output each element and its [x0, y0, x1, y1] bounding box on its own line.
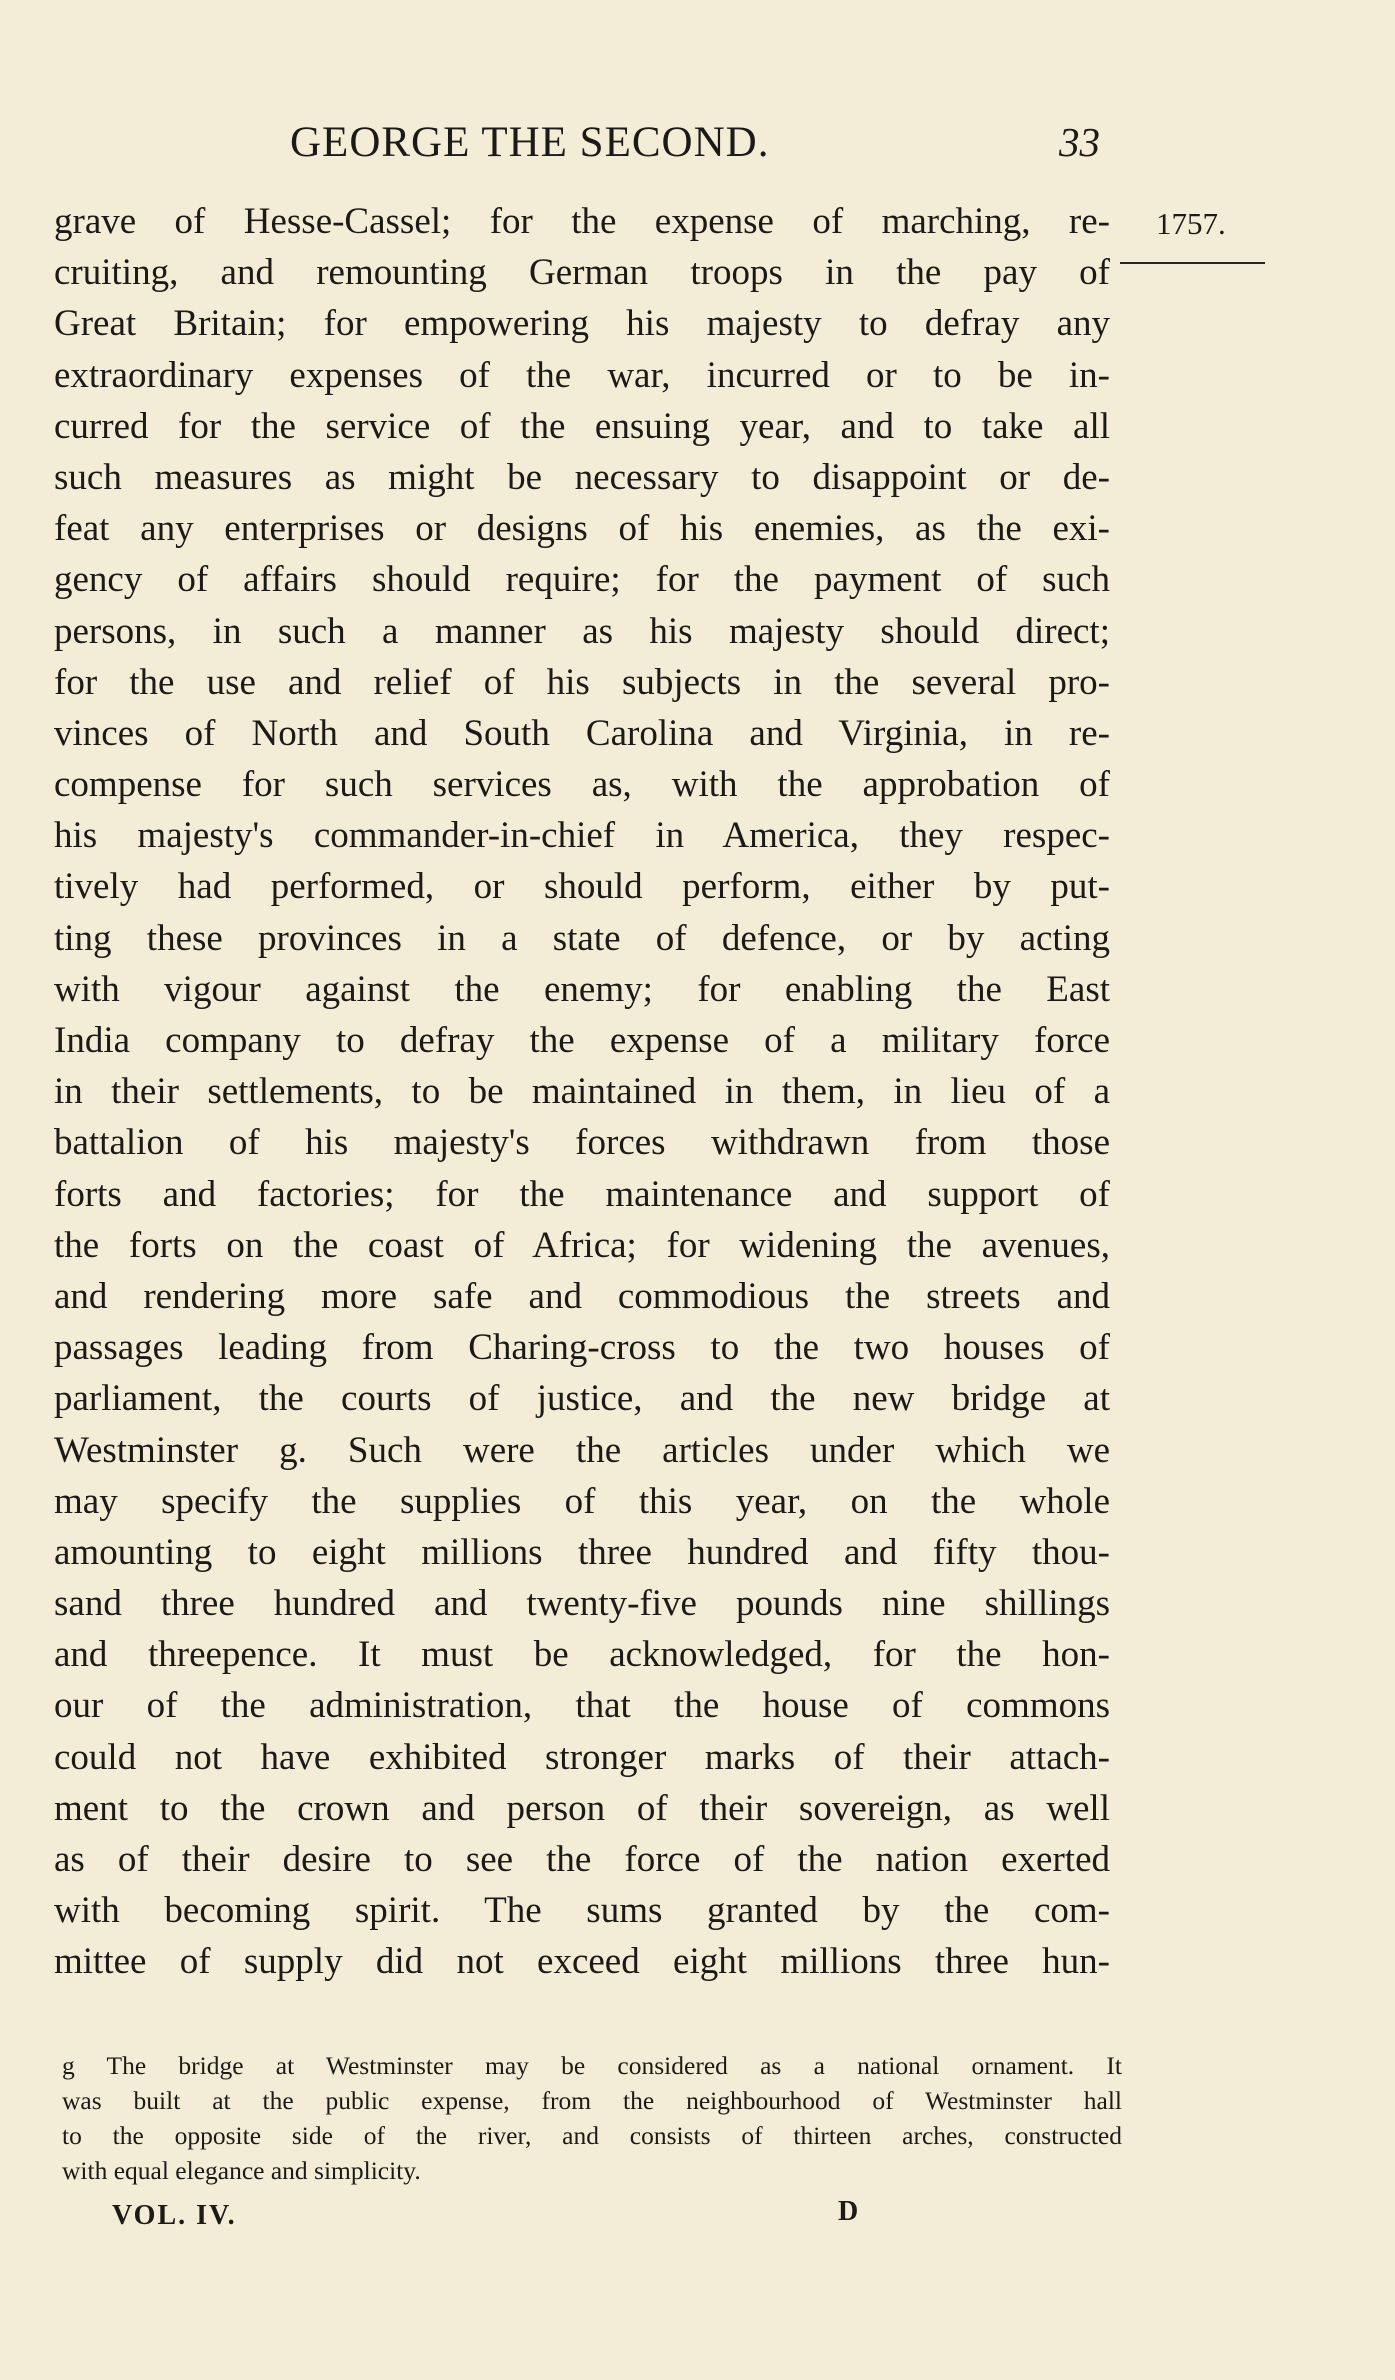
text-line: passages leading from Charing-cross to the two houses of: [54, 1327, 1110, 1369]
text-line: sand three hundred and twenty-five pounds nine shillings: [54, 1583, 1110, 1625]
text-line: compense for such services as, with the approbation of: [54, 764, 1110, 806]
text-line: battalion of his majesty's forces withdrawn from those: [54, 1122, 1110, 1164]
text-line: mittee of supply did not exceed eight millions three hun-: [54, 1941, 1110, 1983]
text-line: as of their desire to see the force of the nation exerted: [54, 1839, 1110, 1880]
text-line: cruiting, and remounting German troops in the pay of: [54, 252, 1110, 294]
text-line: ting these provinces in a state of defence, or by acting: [54, 917, 1110, 959]
text-line: India company to defray the expense of a military force: [54, 1020, 1110, 1061]
text-line: such measures as might be necessary to disappoint or de-: [54, 456, 1110, 498]
footnote-line: was built at the public expense, from the neighbourhood of Westminster hall: [62, 2086, 1122, 2115]
text-line: amounting to eight millions three hundred and fifty thou-: [54, 1531, 1110, 1573]
text-line: vinces of North and South Carolina and Virginia, in re-: [54, 712, 1110, 754]
text-line: in their settlements, to be maintained in them, in lieu of a: [54, 1071, 1110, 1113]
volume-label: VOL. IV.: [112, 2200, 237, 2231]
text-line: tively had performed, or should perform, either by put-: [54, 866, 1110, 908]
running-head: GEORGE THE SECOND.: [290, 119, 770, 166]
body-text: [54, 196, 1110, 1988]
text-line: with becoming spirit. The sums granted by the com-: [54, 1890, 1110, 1932]
text-line: feat any enterprises or designs of his enemies, as the exi-: [54, 508, 1110, 550]
footnote-line: to the opposite side of the river, and consists of thirteen arches, constructed: [62, 2121, 1122, 2150]
text-line: extraordinary expenses of the war, incurred or to be in-: [54, 354, 1110, 396]
footnote-block: [62, 2048, 1122, 2188]
footnote-line: with equal elegance and simplicity.: [62, 2156, 421, 2185]
text-line: may specify the supplies of this year, on the whole: [54, 1480, 1110, 1522]
text-line: his majesty's commander-in-chief in America, they respec-: [54, 815, 1110, 857]
text-line: curred for the service of the ensuing year, and to take all: [54, 405, 1110, 447]
text-line: our of the administration, that the house of commons: [54, 1685, 1110, 1727]
signature-mark: D: [838, 2196, 859, 2227]
page-number: 33: [1059, 119, 1100, 165]
margin-rule: [1120, 262, 1265, 264]
page-footer: [112, 2196, 872, 2240]
text-line: and threepence. It must be acknowledged, for the hon-: [54, 1634, 1110, 1676]
margin-year: 1757.: [1156, 206, 1226, 241]
text-line: grave of Hesse-Cassel; for the expense of marching, re-: [54, 201, 1110, 242]
footnote-line: g The bridge at Westminster may be considered as a national ornament. It: [62, 2051, 1122, 2080]
text-line: forts and factories; for the maintenance and support of: [54, 1173, 1110, 1215]
text-line: persons, in such a manner as his majesty should direct;: [54, 610, 1110, 652]
text-line: Great Britain; for empowering his majesty to defray any: [54, 303, 1110, 345]
text-line: with vigour against the enemy; for enabling the East: [54, 968, 1110, 1010]
text-line: for the use and relief of his subjects in the several pro-: [54, 661, 1110, 703]
text-line: the forts on the coast of Africa; for widening the avenues,: [54, 1224, 1110, 1266]
text-line: Westminster g. Such were the articles under which we: [54, 1429, 1110, 1471]
text-line: parliament, the courts of justice, and the new bridge at: [54, 1378, 1110, 1420]
text-line: ment to the crown and person of their sovereign, as well: [54, 1787, 1110, 1829]
text-line: and rendering more safe and commodious the streets and: [54, 1275, 1110, 1317]
page-header: [290, 118, 1100, 168]
text-line: gency of affairs should require; for the payment of such: [54, 559, 1110, 601]
text-line: could not have exhibited stronger marks of their attach-: [54, 1736, 1110, 1778]
